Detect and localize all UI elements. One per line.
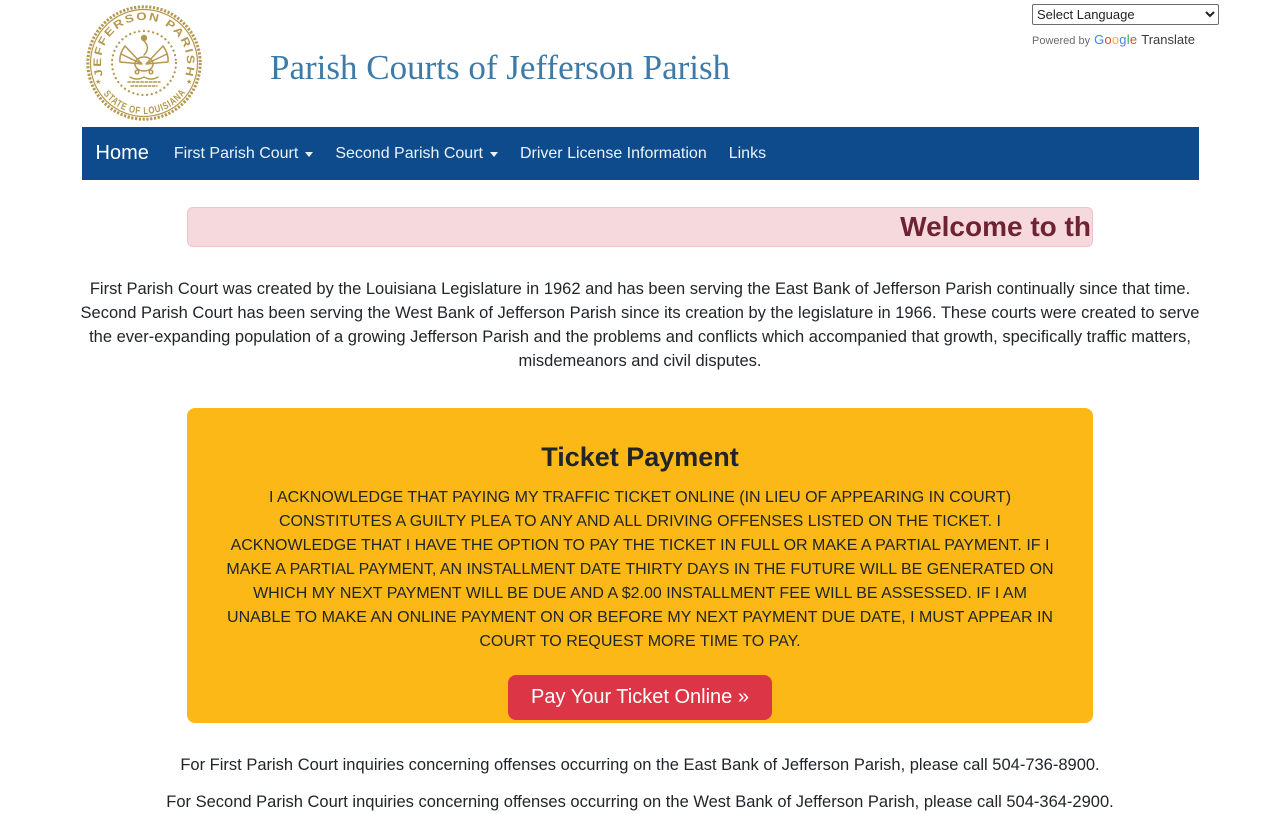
jefferson-parish-seal-icon <box>85 4 203 122</box>
chevron-down-icon <box>490 152 498 157</box>
seal-bottom-text: STATE OF LOUISIANA <box>100 85 190 118</box>
second-parish-contact-line: For Second Parish Court inquiries concerning offenses occurring on the West Bank of Jefferson Parish, please call 504-364-2900. <box>166 793 1114 811</box>
nav-item-links[interactable]: Links <box>728 144 767 162</box>
page-title: Parish Courts of Jefferson Parish <box>270 48 731 87</box>
google-translate-widget <box>1032 4 1227 47</box>
google-logo: Google <box>1094 32 1138 47</box>
translate-label: Translate <box>1141 32 1195 47</box>
ticket-payment-title: Ticket Payment <box>541 442 739 472</box>
seal-star-left: ★ <box>95 79 102 86</box>
powered-by-label: Powered by <box>1032 35 1091 47</box>
court-history-paragraph: First Parish Court was created by the Louisiana Legislature in 1962 and has been serving the East Bank of Jefferson Parish continually since that time. Second Parish Court has been serving the West Bank of Jefferson Parish since its creation by the legislature in 1966. These courts were created to serve the ever-expanding population of a growing Jefferson Parish and the problems and conflicts which accompanied that growth, specifically traffic matters, misdemeanors and civil disputes. <box>80 280 1200 370</box>
chevron-down-icon <box>305 152 313 157</box>
seal-star-right: ★ <box>186 79 193 86</box>
nav-item-second-parish-court[interactable]: Second Parish Court <box>324 145 509 163</box>
welcome-marquee-banner <box>187 207 1093 247</box>
main-navbar <box>82 127 1199 180</box>
nav-item-driver-license-information[interactable]: Driver License Information <box>519 144 707 162</box>
nav-item-first-parish-court[interactable]: First Parish Court <box>163 145 324 163</box>
ticket-payment-disclaimer: I ACKNOWLEDGE THAT PAYING MY TRAFFIC TICKET ONLINE (IN LIEU OF APPEARING IN COURT) CONSTITUTES A GUILTY PLEA TO ANY AND ALL DRIVING OFFENSES LISTED ON THE TICKET. I ACKNOWLEDGE THAT I HAVE THE OPTION TO PAY THE TICKET IN FULL OR MAKE A PARTIAL PAYMENT. IF I MAKE A PARTIAL PAYMENT, AN INSTALLMENT DATE THIRTY DAYS IN THE FUTURE WILL BE GENERATED ON WHICH MY NEXT PAYMENT WILL BE DUE AND A $2.00 INSTALLMENT FEE WILL BE ASSESSED. IF I AM UNABLE TO MAKE AN ONLINE PAYMENT ON OR BEFORE MY NEXT PAYMENT DUE DATE, I MUST APPEAR IN COURT TO REQUEST MORE TIME TO PAY. <box>226 489 1054 650</box>
ticket-payment-card <box>187 408 1093 723</box>
language-select[interactable] <box>1032 4 1219 25</box>
seal-top-text: JEFFERSON PARISH <box>91 10 197 78</box>
pay-ticket-online-button[interactable]: Pay Your Ticket Online » <box>508 675 772 720</box>
seal-rope-ring <box>88 7 200 119</box>
ticket-button-row <box>187 675 1093 720</box>
site-header <box>0 0 1280 127</box>
powered-by-google-translate <box>1032 32 1227 47</box>
first-parish-contact-line: For First Parish Court inquiries concerning offenses occurring on the East Bank of Jefferson Parish, please call 504-736-8900. <box>180 756 1100 774</box>
welcome-marquee-text: Welcome to th <box>900 211 1091 242</box>
nav-item-home[interactable]: Home <box>95 142 149 164</box>
